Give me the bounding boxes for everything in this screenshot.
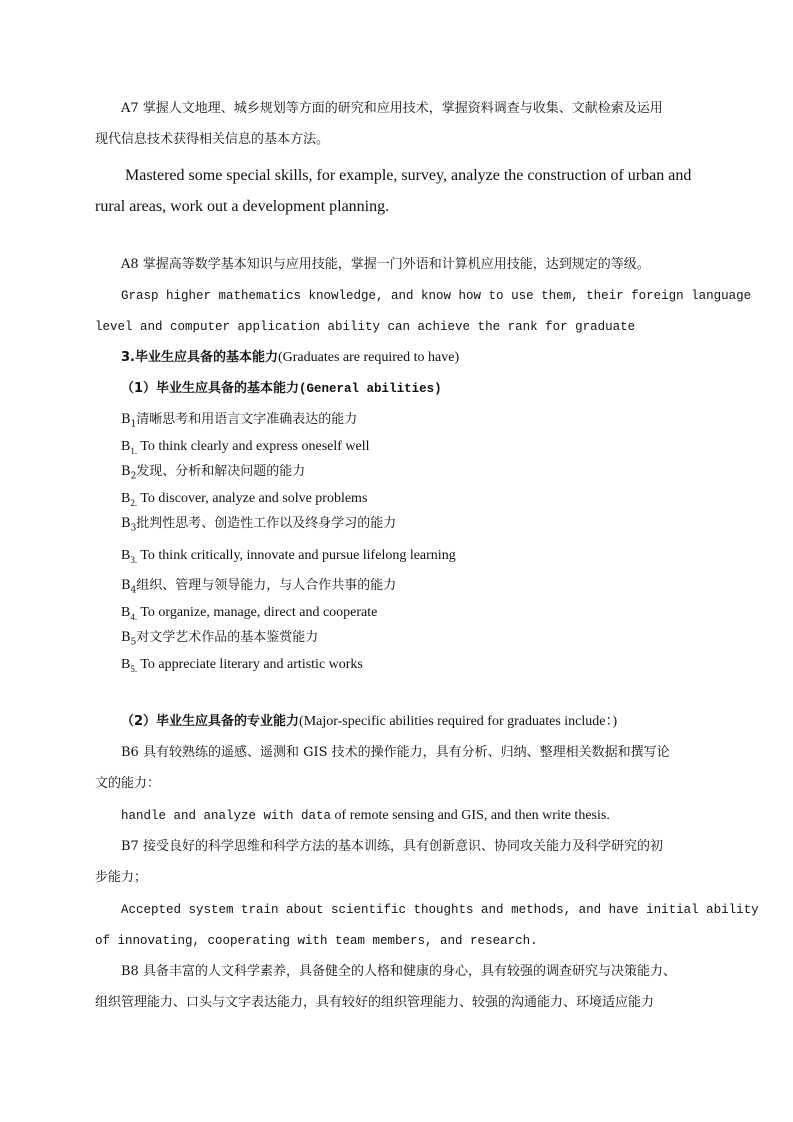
section3-heading-en: (Graduates are required to have) [277,350,460,365]
b1-zh: $B_1$清晰思考和用语言文字准确表达的能力 [121,412,358,430]
b8-zh-line-1: B8 具备丰富的人文科学素养，具备健全的人格和健康的身心，具有较强的调查研究与决策能力、 [121,964,676,979]
a7-zh-line-2: 现代信息技术获得相关信息的基本方法。 [95,132,330,147]
a7-zh-line-1: A7 掌握人文地理、城乡规划等方面的研究和应用技术，掌握资料调查与收集、文献检索及运用 [121,101,663,116]
b7-zh-line-2: 步能力； [95,870,148,885]
b6-en-line: handle and analyze with data of remote sensing and GIS, and then write thesis. [121,808,610,823]
b2-en: $B_{2.}$ To discover, analyze and solve problems [121,491,368,508]
b6-zh-line-2: 文的能力： [95,776,161,791]
sub2-heading-en: (Major-specific abilities required for graduates include：) [299,714,618,729]
b7-zh-line-1: B7 接受良好的科学思维和科学方法的基本训练，具有创新意识、协同攻关能力及科学研究的初 [121,839,663,854]
b7-en-line-1: Accepted system train about scientific thoughts and methods, and have initial ability [121,903,759,917]
sub2-heading-zh: （2）毕业生应具备的专业能力 [121,714,300,729]
b2-zh: $B_2$发现、分析和解决问题的能力 [121,464,306,482]
a8-zh-line-1: A8 掌握高等数学基本知识与应用技能，掌握一门外语和计算机应用技能，达到规定的等级。 [121,257,650,272]
b8-zh-line-2: 组织管理能力、口头与文字表达能力，具有较好的组织管理能力、较强的沟通能力、环境适应能力 [95,995,655,1010]
b5-en: $B_{5.}$ To appreciate literary and artistic works [121,657,363,674]
b4-zh: $B_4$组织、管理与领导能力，与人合作共事的能力 [121,578,397,596]
a8-en-line-1: Grasp higher mathematics knowledge, and know how to use them, their foreign language [121,289,752,303]
b7-en-line-2: of innovating, cooperating with team members, and research. [95,934,538,948]
b1-en: $B_{1.}$ To think clearly and express oneself well [121,439,370,456]
a8-en-line-2: level and computer application ability can achieve the rank for graduate [95,320,636,334]
sub1-heading-en: (General abilities) [299,382,442,396]
b3-en: $B_{3.}$ To think critically, innovate and pursue lifelong learning [121,548,456,565]
a7-en-line-2: rural areas, work out a development planning. [95,198,390,215]
sub2-heading [121,712,617,732]
b3-zh: $B_3$批判性思考、创造性工作以及终身学习的能力 [121,516,397,534]
sub1-heading-zh: （1）毕业生应具备的基本能力 [121,381,300,396]
a7-en-line-1: Mastered some special skills, for example, survey, analyze the construction of urban and [125,167,692,184]
b6-zh-line-1: B6 具有较熟练的遥感、遥测和 GIS 技术的操作能力，具有分析、归纳、整理相关数据和撰写论 [121,745,670,760]
b4-en: $B_{4.}$ To organize, manage, direct and cooperate [121,605,378,622]
section3-heading [121,348,459,368]
section3-heading-zh: 3.毕业生应具备的基本能力 [121,350,278,365]
b5-zh: $B_5$对文学艺术作品的基本鉴赏能力 [121,630,319,648]
sub1-heading [121,379,442,399]
